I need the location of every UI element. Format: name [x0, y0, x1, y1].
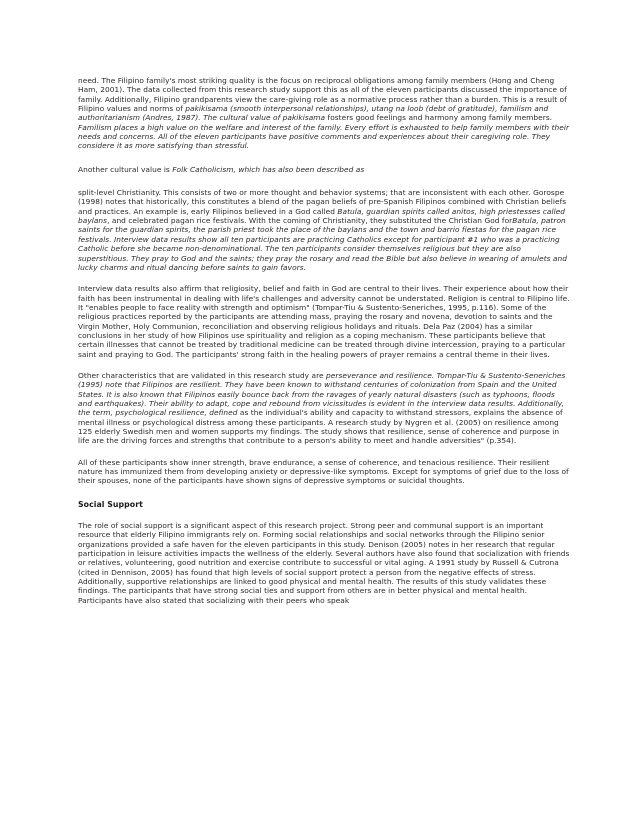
- text-run: The role of social support is a significant aspect of this research project. Strong peer and communal support is an important resource that elderly Filipino immigrants rely on. Forming social relationships and social networks through the Filipino senior organizations provided a safe haven for the eleven participants in this study. Denison (2005) notes in her research that regular participation in leisure activities impacts the wellness of the elderly. Several authors have also found that socialization with friends or relatives, volunteering, good nutrition and exercise contribute to successful or vital aging. A 1991 study by Russell & Cutrona (cited in Dennison, 2005) has found that high levels of social support protect a person from the negative effects of stress. Additionally, supportive relationships are linked to good physical and mental health. The results of this study validates these findings. The participants that have strong social ties and support from others are in better physical and mental health. Participants have also stated that socializing with their peers who speak: [78, 521, 570, 605]
- paragraph-inner-strength: [78, 458, 570, 486]
- document-body: [78, 76, 570, 605]
- text-run: fosters good feelings and harmony among family members.: [325, 113, 553, 123]
- paragraph-religiosity: [78, 284, 570, 359]
- italic-run: Folk Catholicism, which has also been described as: [172, 164, 365, 174]
- text-run: Another cultural value is: [78, 164, 173, 174]
- section-heading-social-support: Social Support: [78, 499, 143, 509]
- paragraph-resilience: [78, 371, 570, 446]
- italic-run: Batula, guardian spirits called anitos, high priestesses called baylans: [78, 206, 566, 226]
- paragraph-folk-catholicism: [78, 165, 570, 174]
- paragraph-family: [78, 76, 570, 151]
- text-run: split-level Christianity. This consists of two or more thought and behavior systems; that are inconsistent with each other. Gorospe (1998) notes that historically, this constitutes a blend of the pagan beliefs of pre-Spanish Filipinos combined with Christian beliefs and practices. An example is, early Filipinos believed in a God called: [78, 188, 567, 216]
- italic-run: Familism places a high value on the welfare and interest of the family. Every effort is exhausted to help family members with their needs and concerns. All of the eleven participants have positive comments and experiences about their caregiving role. They considere it as more satisfying than stressful.: [78, 122, 570, 151]
- paragraph-split-level-christianity: [78, 188, 570, 272]
- italic-run: perseverance and resilience. Tompar-Tiu & Sustento-Seneriches (1995) note that Filipinos are resilient. They have been known to withstand centuries of colonization from Spain and the United States. It is also known that Filipinos easily bounce back from the ravages of yearly natural disasters (such as typhoons, floods and earthquakes). Their ability to adapt, cope and rebound from vicissitudes is evident in the interview data results. Additionally, the term, psychological resilience, defined: [78, 370, 566, 418]
- text-run: Interview data results also affirm that religiosity, belief and faith in God are central to their lives. Their experience about how their faith has been instrumental in dealing with life's challenges and adversity cannot be understated. Religion is central to Filipino life. It "enables people to face reality with strength and optimism" (Tompar-Tiu & Sustento-Seneriches, 1995, p.116). Some of the religious practices reported by the participants are attending mass, praying the rosary and novena, devotion to saints and the Virgin Mother, Holy Communion, reconciliation and observing religious holidays and rituals. Dela Paz (2004) has a similar conclusions in her study of how Filipinos use spirituality and religion as a coping mechanism. These participants believe that certain illnesses that cannot be treated by traditional medicine can be treated through divine intercession, praying to a particular saint and praying to God. The participants' strong faith in the healing powers of prayer remains a central theme in their lives.: [78, 284, 570, 359]
- text-run: All of these participants show inner strength, brave endurance, a sense of coherence, and tenacious resilience. Their resilient nature has immunized them from developing anxiety or depressive-like symptoms. Except for symptoms of grief due to the loss of their spouses, none of the participants have shown signs of depressive symptoms or suicidal thoughts.: [78, 457, 569, 486]
- text-run: need. The Filipino family's most striking quality is the focus on reciprocal obligations among family members (Hong and Cheng Ham, 2001). The data collected from this research study support this as all of the eleven participants discussed the importance of family. Additionally, Filipino grandparents view the care-giving role as a normative process rather than a burden. This is a result of Filipino values and norms of: [78, 76, 567, 114]
- text-run: , and celebrated pagan rice festivals. With the coming of Christianity, they substituted the Christian God for: [107, 216, 513, 226]
- paragraph-social-support: [78, 521, 570, 605]
- italic-run: pakikisama (smooth interpersonal relationships), utang na loob (debt of gratitude), familism and authoritarianism (Andres, 1987). The cultural value of pakikisama: [78, 104, 549, 123]
- text-run: as the individual's ability and capacity to withstand stressors, explains the absence of mental illness or psychological distress among these participants. A research study by Nygren et al. (2005) on resilience among 125 elderly Swedish men and women supports my findings. The study shows that resilience, sense of coherence and purpose in life are the driving forces and strengths that contribute to a person's ability to meet and handle adversities" (p.354).: [78, 408, 563, 446]
- italic-run: Batula, patron saints for the guardian spirits, the parish priest took the place of the baylans and the town and barrio fiestas for the pagan rice festivals. Interview data results show all ten participants are practicing Catholics except for participant #1 who was a practicing Catholic before she became non-denominational. The ten participants consider themselves religious but they are also superstitious. They pray to God and the saints; they pray the rosary and read the Bible but also believe in wearing of amulets and lucky charms and ritual dancing before saints to gain favors.: [78, 216, 568, 272]
- text-run: Other characteristics that are validated in this research study are: [78, 370, 327, 380]
